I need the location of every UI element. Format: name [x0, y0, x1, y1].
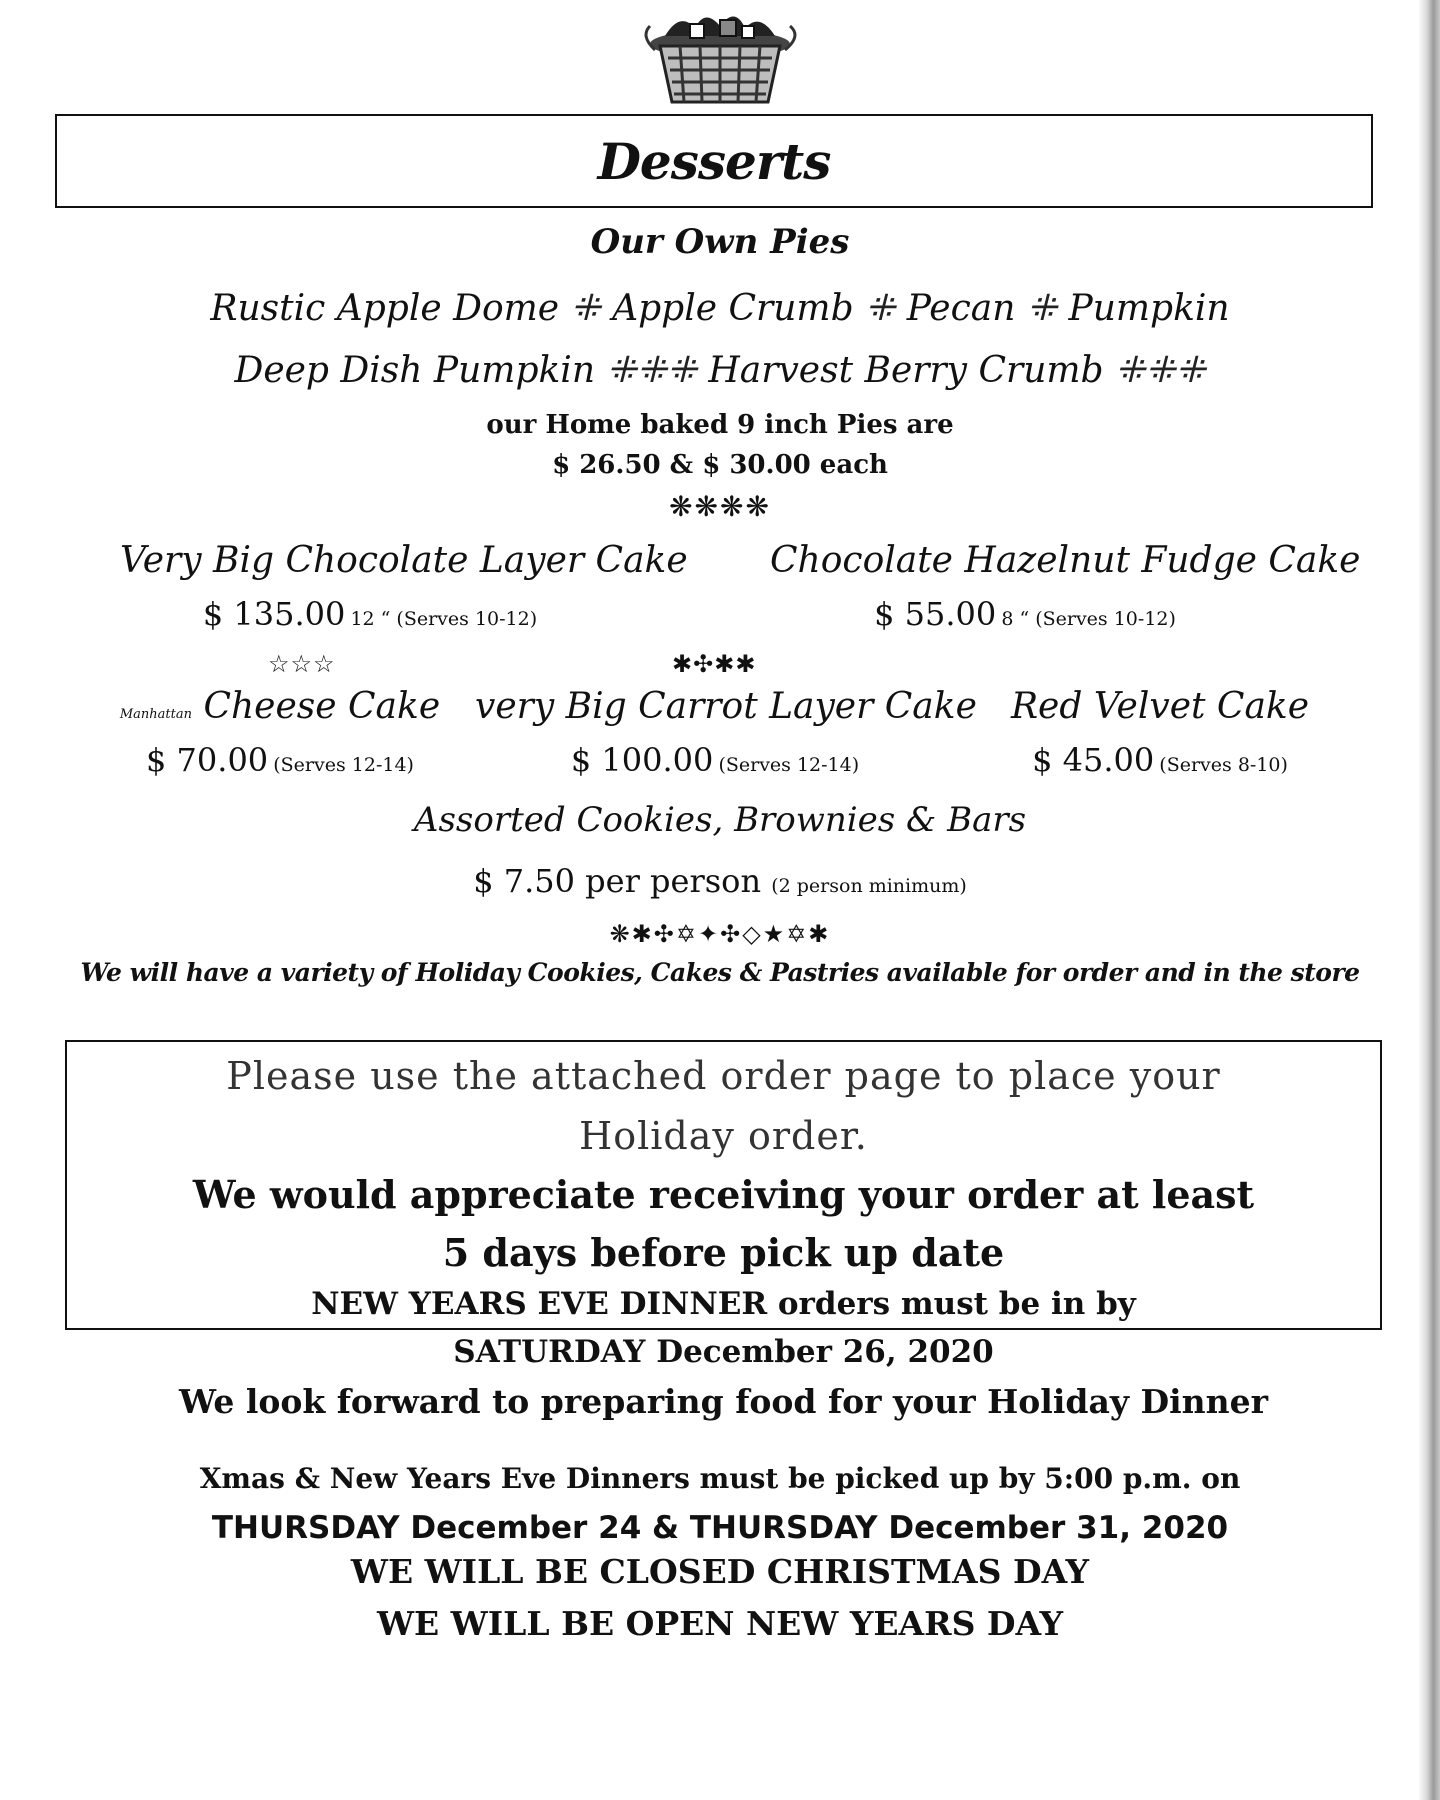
separator-icon: ⁜ — [570, 288, 601, 329]
cake-price-line — [120, 595, 620, 633]
pies-line-2 — [0, 350, 1440, 391]
title-box — [55, 114, 1373, 208]
pickup-dates: THURSDAY December 24 & THURSDAY December 31, 2020 — [211, 1510, 1229, 1546]
separator-icon: ⁜⁜⁜ — [1115, 350, 1206, 391]
pies-line-1 — [0, 288, 1440, 329]
cake-prefix: Manhattan — [119, 707, 192, 722]
cake-item — [475, 686, 977, 779]
cake-price-line — [1010, 741, 1310, 779]
cake-price: $ 55.00 — [874, 595, 997, 633]
ornament-icon: ❋❋❋❋ — [669, 490, 771, 523]
cake-price-line — [475, 741, 955, 779]
cake-name: Very Big Chocolate Layer Cake — [120, 540, 688, 581]
cake-price-line — [100, 741, 460, 779]
order-line-3: We would appreciate receiving your order at least — [192, 1172, 1255, 1217]
cake-detail: (Serves 12-14) — [273, 754, 414, 776]
cake-item — [770, 540, 1361, 633]
pie-rustic-apple-dome: Rustic Apple Dome — [210, 288, 560, 329]
cookies-name: Assorted Cookies, Brownies & Bars — [413, 800, 1027, 840]
order-info-box — [65, 1040, 1382, 1421]
cake-price: $ 135.00 — [202, 595, 346, 633]
cake-name: Cheese Cake — [203, 686, 441, 727]
cake-name: Red Velvet Cake — [1010, 686, 1310, 727]
cake-price-line — [770, 595, 1280, 633]
cake-item — [120, 540, 688, 633]
cake-price: $ 45.00 — [1032, 741, 1155, 779]
basket-illustration — [620, 6, 820, 106]
pickup-note: Xmas & New Years Eve Dinners must be picked up by 5:00 p.m. on — [199, 1462, 1241, 1495]
cake-item — [1010, 686, 1310, 779]
open-notice: WE WILL BE OPEN NEW YEARS DAY — [376, 1604, 1064, 1643]
star-ornament-icon: ☆☆☆ — [268, 650, 336, 678]
cookies-detail: (2 person minimum) — [771, 875, 967, 897]
cookies-price: $ 7.50 per person — [473, 862, 762, 900]
cake-item — [100, 686, 460, 779]
cookies-price-line — [0, 862, 1440, 900]
pie-harvest-berry-crumb: Harvest Berry Crumb — [708, 350, 1104, 391]
cake-detail: 12 “ (Serves 10-12) — [350, 608, 538, 630]
pies-note: our Home baked 9 inch Pies are — [486, 410, 954, 440]
cake-price: $ 100.00 — [570, 741, 714, 779]
pie-deep-dish-pumpkin: Deep Dish Pumpkin — [234, 350, 595, 391]
order-line-1: Please use the attached order page to place your — [226, 1054, 1221, 1098]
separator-icon: ⁜⁜⁜ — [606, 350, 697, 391]
order-line-4: 5 days before pick up date — [442, 1230, 1005, 1275]
pie-pecan: Pecan — [906, 288, 1016, 329]
pies-price: $ 26.50 & $ 30.00 each — [552, 450, 888, 480]
pie-apple-crumb: Apple Crumb — [612, 288, 854, 329]
cake-detail: 8 “ (Serves 10-12) — [1001, 608, 1176, 630]
star-ornament-icon: ✱✣✱✱ — [672, 650, 757, 678]
cake-name: Chocolate Hazelnut Fudge Cake — [770, 540, 1361, 581]
holiday-note: We will have a variety of Holiday Cookies, Cakes & Pastries available for order and in the store — [80, 958, 1360, 987]
cake-price: $ 70.00 — [146, 741, 269, 779]
cake-name-line — [100, 686, 460, 727]
order-line-7: We look forward to preparing food for your Holiday Dinner — [178, 1382, 1269, 1421]
closed-notice: WE WILL BE CLOSED CHRISTMAS DAY — [350, 1552, 1090, 1591]
ornament-icon: ❋✱✣✡✦✣◇★✡✱ — [609, 920, 831, 948]
order-line-5: NEW YEARS EVE DINNER orders must be in by — [311, 1286, 1136, 1322]
pies-heading: Our Own Pies — [590, 222, 850, 262]
cake-name: very Big Carrot Layer Cake — [475, 686, 977, 727]
cake-detail: (Serves 8-10) — [1159, 754, 1288, 776]
separator-icon: ⁜ — [865, 288, 896, 329]
order-line-6: SATURDAY December 26, 2020 — [453, 1334, 994, 1370]
pie-pumpkin: Pumpkin — [1068, 288, 1230, 329]
separator-icon: ⁜ — [1026, 288, 1058, 329]
order-line-2: Holiday order. — [579, 1114, 868, 1158]
page-title: Desserts — [597, 131, 831, 191]
cake-detail: (Serves 12-14) — [718, 754, 860, 776]
